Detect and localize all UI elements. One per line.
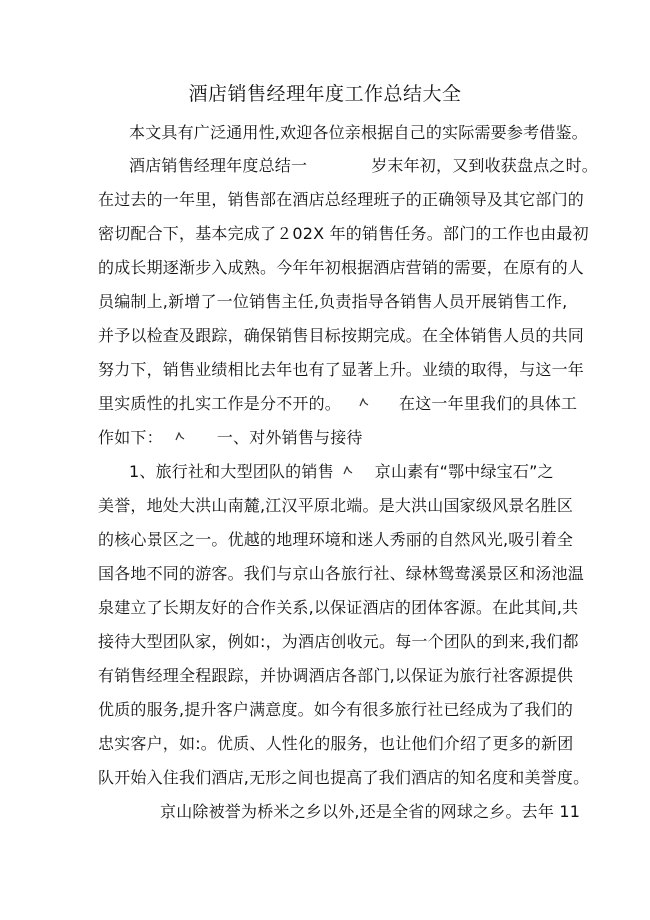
line-text: 一、对外销售与接待 <box>216 428 363 447</box>
document-title: 酒店销售经理年度工作总结大全 <box>188 83 462 105</box>
line-text: 1、旅行社和大型团队的销售 <box>129 462 334 481</box>
line-text: 里实质性的扎实工作是分不开的。 <box>98 394 342 413</box>
paragraph-line: 优质的服务,提升客户满意度。如今有很多旅行社已经成为了我们的 <box>98 700 574 719</box>
paragraph-mark-icon <box>343 465 353 475</box>
paragraph-mark-icon <box>359 397 369 407</box>
paragraph-line: 国各地不同的游客。我们与京山各旅行社、绿林鸳鸯溪景区和汤池温 <box>98 564 585 583</box>
line-text: 作如下： <box>98 428 163 447</box>
paragraph-line: 泉建立了长期友好的合作关系,以保证酒店的团体客源。在此其间,共 <box>98 598 579 617</box>
paragraph-line: 有销售经理全程跟踪，并协调酒店各部门,以保证为旅行社客源提供 <box>98 666 574 685</box>
paragraph-line: 的核心景区之一。优越的地理环境和迷人秀丽的自然风光,吸引着全 <box>98 530 574 549</box>
paragraph-line <box>129 155 598 177</box>
paragraph-line: 忠实客户，如:。优质、人性化的服务，也让他们介绍了更多的新团 <box>98 734 574 753</box>
paragraph-line: 美誉，地处大洪山南麓,江汉平原北端。是大洪山国家级风景名胜区 <box>98 496 574 515</box>
line-text: 京山素有“鄂中绿宝石”之 <box>374 462 554 481</box>
paragraph-line: 接待大型团队家，例如:，为酒店创收元。每一个团队的到来,我们都 <box>98 632 579 651</box>
paragraph-line <box>98 427 363 449</box>
paragraph-line: 的成长期逐渐步入成熟。今年年初根据酒店营销的需要，在原有的人 <box>98 258 585 277</box>
intro-paragraph: 本文具有广泛通用性,欢迎各位亲根据自己的实际需要参考借鉴。 <box>129 123 588 142</box>
paragraph-line: 密切配合下，基本完成了２02X 年的销售任务。部门的工作也由最初 <box>98 224 589 243</box>
paragraph-line: 在过去的一年里，销售部在酒店总经理班子的正确领导及其它部门的 <box>98 190 585 209</box>
paragraph-line <box>129 461 554 483</box>
paragraph-line: 员编制上,新增了一位销售主任,负责指导各销售人员开展销售工作, <box>98 292 568 311</box>
line-text: 酒店销售经理年度总结一 <box>129 156 308 175</box>
paragraph-line: 努力下，销售业绩相比去年也有了显著上升。业绩的取得，与这一年 <box>98 360 585 379</box>
line-text: 在这一年里我们的具体工 <box>399 394 578 413</box>
line-text: 岁末年初，又到收获盘点之时。 <box>371 156 599 175</box>
paragraph-line <box>98 393 577 415</box>
paragraph-line: 京山除被誉为桥米之乡以外,还是全省的网球之乡。去年 11 <box>160 802 581 821</box>
paragraph-line: 并予以检查及跟踪，确保销售目标按期完成。在全体销售人员的共同 <box>98 326 585 345</box>
paragraph-mark-icon <box>175 431 185 441</box>
paragraph-line: 队开始入住我们酒店,无形之间也提高了我们酒店的知名度和美誉度。 <box>98 768 590 787</box>
